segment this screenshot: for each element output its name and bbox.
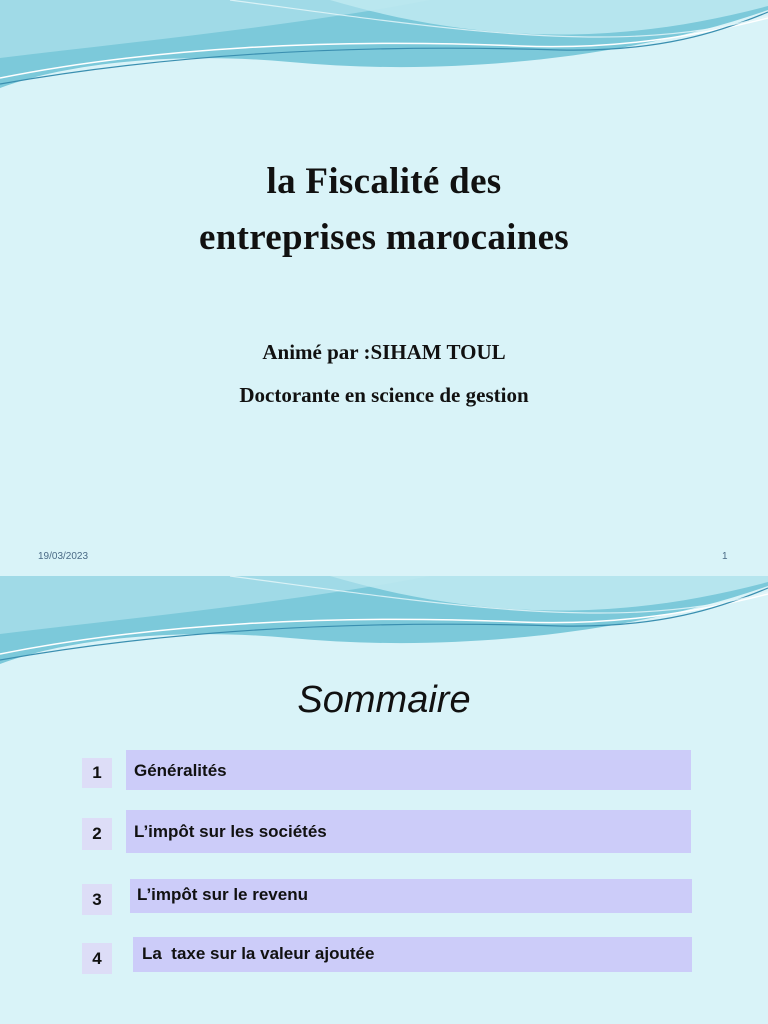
presenter-line: Animé par :SIHAM TOUL [262, 340, 506, 364]
summary-item-impot-societes: L’impôt sur les sociétés [126, 810, 691, 853]
summary-item-number: 2 [82, 818, 112, 850]
summary-item-tva: La taxe sur la valeur ajoutée [133, 937, 692, 972]
summary-slide [0, 576, 768, 1024]
summary-item-number: 3 [82, 884, 112, 915]
summary-item-number: 1 [82, 758, 112, 788]
presenter-role: Doctorante en science de gestion [239, 383, 529, 407]
summary-heading: Sommaire [297, 679, 471, 721]
wave-header-decoration [0, 0, 768, 95]
slide-title-line1: la Fiscalité des [266, 161, 502, 202]
slide-number: 1 [722, 551, 728, 562]
slide-title-line2: entreprises marocaines [198, 217, 570, 258]
summary-item-impot-revenu: L’impôt sur le revenu [130, 879, 692, 913]
wave-header-decoration [0, 576, 768, 671]
slide-date: 19/03/2023 [38, 551, 89, 562]
summary-item-number: 4 [82, 943, 112, 974]
summary-item-generalites: Généralités [126, 750, 691, 790]
